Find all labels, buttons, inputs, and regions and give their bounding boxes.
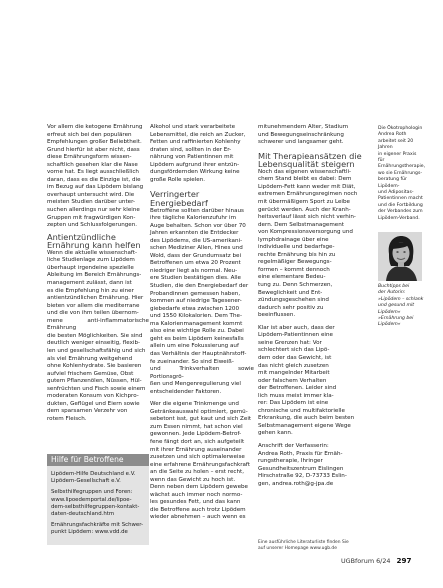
page-footer (341, 556, 411, 566)
article-paragraph: Wenn die aktuelle wissenschaft- liche Studienlage zum Lipödem überhaupt irgendeine spezielle Ableitung im Bereich Ernährungs- management zulässt, dann ist es die Empfehlung hin zu einer antientzündlichen Ernährung. Hier bieten vor allem die mediterrane und die von ihm teilen übernom- mene anti-inflammatorische Ernährung die besten Möglichkeiten. Sie sind deutlich weniger einseitig, flexib- len und gesellschaftsfähig und sich als viel Ernährung weitgehend ohne Kohlenhydrate. Sie basieren aufviel frischem Gemüse, Obst gutem Pflanzenölen, Nüssen, Hül- senfrüchten und Fisch sowie einem moderaten Konsum von Kichpro- dukten, Geflügel und Eiern sowie dem sparsamen Verzehr von rotem Fleisch. (47, 249, 149, 422)
article-paragraph: Vor allem die ketogene Ernährung erfreut sich bei den populären Empfehlungen großer Beliebtheit. Grund hierfür ist aber nicht, dass diese Ernährungsform wissen- schaftlich gesehen klar die Nase vorne hat. Es liegt ausschließlich daran, dass es die Einzige ist, die im Bezug auf das Lipödem bislang overhaupt untersucht wird. Die meisten Studien darüber unter- suchen allerdings nur sehr kleine Gruppen mit fragwürdigen Kon- zepten und Schlussfolgerungen. (47, 124, 144, 229)
magazine-issue: UGBforum 6/24 (341, 557, 391, 565)
infobox-associations: Lipödem-Hilfe Deutschland e.V. Lipödem-Gesellschaft e.V. (51, 471, 136, 485)
author-address: Anschrift der Verfasserin: Andrea Roth, Praxis für Ernäh- rungstherapie, Ihringer Gesundheitszentrum Eislingen Hirschstraße 92, D-73733 Eslin- gen, andrea.roth@g-jpa.de (258, 442, 347, 487)
book-tips (378, 284, 424, 329)
subheading-quality-of-life: Mit Therapieansätzen die Lebensqualität steigern (258, 150, 362, 170)
subheading-energy-requirement: Verringerter Energiebedarf (150, 189, 208, 208)
article-column-2 (150, 124, 254, 522)
subheading-anti-inflammatory: Antientzündliche Ernährung kann helfen (47, 231, 141, 251)
infobox-body (47, 466, 149, 545)
author-photo (378, 232, 422, 281)
article-paragraph: Klar ist aber auch, dass der Lipödem-Patientinnen eine seine Grenzen hat: Vor schlechtert sich das Lipö- dem oder das Gewicht, ist das nicht gleich zusetzen mit mangelnder Mitarbeit oder falschem Verhalten der Betroffenen. Leider sind lich muss meist immer kla- rer: Das Lipödem ist eine chronische und multifaktorielle Erkrankung, die auch beim besten Selbstmanagement eigene Wege gehen kann. (258, 324, 355, 437)
article-paragraph: Betroffene sollten darüber hinaus ihre tägliche Kalorienzufuhr im Auge behalten. Schon vor über 70 Jahren erkannten die Entdecker des Lipödems, die US-amerikani- schen Mediziner Allen, Hines und Wold, dass der Grundumsatz bei Betroffenen um etwa 20 Prozent niedriger liegt als normal. Neu- ere Studien bestätigen dies. Alle Studien, die den Energiebedarf der Probandinnen gemessen haben, kommen auf niedrige Tagesener- giebedarfe etwa zwischen 1200 und 1550 Kilokalorien. Dem The- ma Kalorienmanagement kommt also eine wichtige Rolle zu. Dabei geht es beim Lipödem keinesfalls allein um eine Fokussierung auf das Verhältnis der Hauptnährstoff- fe zueinander. So sind Eiweiß- und Trinkverhalten sowie Portionsgrö- ßen und Mengenregulierung viel entscheidender Faktoren. (150, 207, 254, 395)
page-number: 297 (396, 556, 412, 565)
infobox-selfhelp-link[interactable]: Selbsthilfegruppen und Foren: www.lipoedemportal.de/lipoe- dem-selbsthilfegruppen-kontakt- daten-deutschland.htm (51, 489, 140, 518)
author-bio-text: Die Ökotrophologin Andrea Roth arbeitet seit 20 Jahren in eigener Praxis für Ernährungstherapie, wo sie Ernährungs- beratung für Lipödem- und Adipositas- Patientinnen macht und die Fortbildung der Verbandes zum Lipödem-Verband. (378, 126, 426, 221)
article-paragraph: Wer die eigene Trinkmenge und Getränkeauswahl optimiert, gemü- sebetont isst, gut kaut und sich Zeit zum Essen nimmt, hat schon viel gewonnen. Jede Lipödem-Betrof- fene fängt dort an, sich aufgeteilt mit ihrer Ernährung auseinander zusetzen und sich optimalerweise eine erfahrene Ernährungsfachkraft an die Seite zu holen – erst recht, wenn das Gewicht zu hoch ist. Denn neben dem Lipödem gewebe wächst auch immer noch normo- les gesundes Fett, und das kann die Betroffene auch trotz Lipödem wieder abnehmen – auch wenn es (150, 401, 252, 521)
book-tips-text: Buchtipps bei der Autorin: »Lipödem – schlank und gesund mit Lipödem« »Ernährung bei Lipödem« (378, 284, 424, 328)
article-column-1 (47, 124, 149, 423)
author-bio (378, 126, 424, 222)
article-column-3 (258, 124, 377, 488)
infobox-nutrition-link[interactable]: Ernährungsfachkräfte mit Schwer- punkt Lipödem: www.vdd.de (51, 522, 144, 536)
article-paragraph: mitunehmendem Alter, Stadium und Bewegungseinschränkung schwerer und langsamer geht. (258, 124, 349, 146)
help-infobox (47, 454, 149, 545)
article-paragraph: Noch das eigenen wissenschaftli- chem Stand bleibt es dabei: Dem Lipödem-Fett kann weder mit Diät, extremen Ernährungsregimen noch mit übermäßigem Sport zu Leibe gerückt werden. Auch der Kranh- heitsverlauf lässt sich nicht verhin- dern. Dem Selbstmanagement von Kompressionsversorgung und lymphdrainage über eine individuelle und bedarfsge- rechte Ernährung bis hin zu regelmäßiger Bewegungs- formen – kommt dennoch eine elementare Bedeu- tung zu. Denn Schmerzen, Beweglichkeit und Ent- zündungsgeschehen sind dadurch sehr positiv zu beeinflussen. (258, 168, 358, 319)
literature-note: Eine ausführliche Literaturliste finden Sie auf unserer Homepage www.ugb.de (258, 540, 349, 551)
article-paragraph: Alkohol und stark verarbeitete Lebensmittel, die reich an Zucker, Fetten und raffinierten Kohlenhy draten sind, sollten in der Er- nährung von Patientinnen mit Lipödem aufgrund ihrer entzün- dungsfördernden Wirkung keine große Rolle spielen. (150, 124, 246, 183)
infobox-title: Hilfe für Betroffene (47, 454, 149, 466)
